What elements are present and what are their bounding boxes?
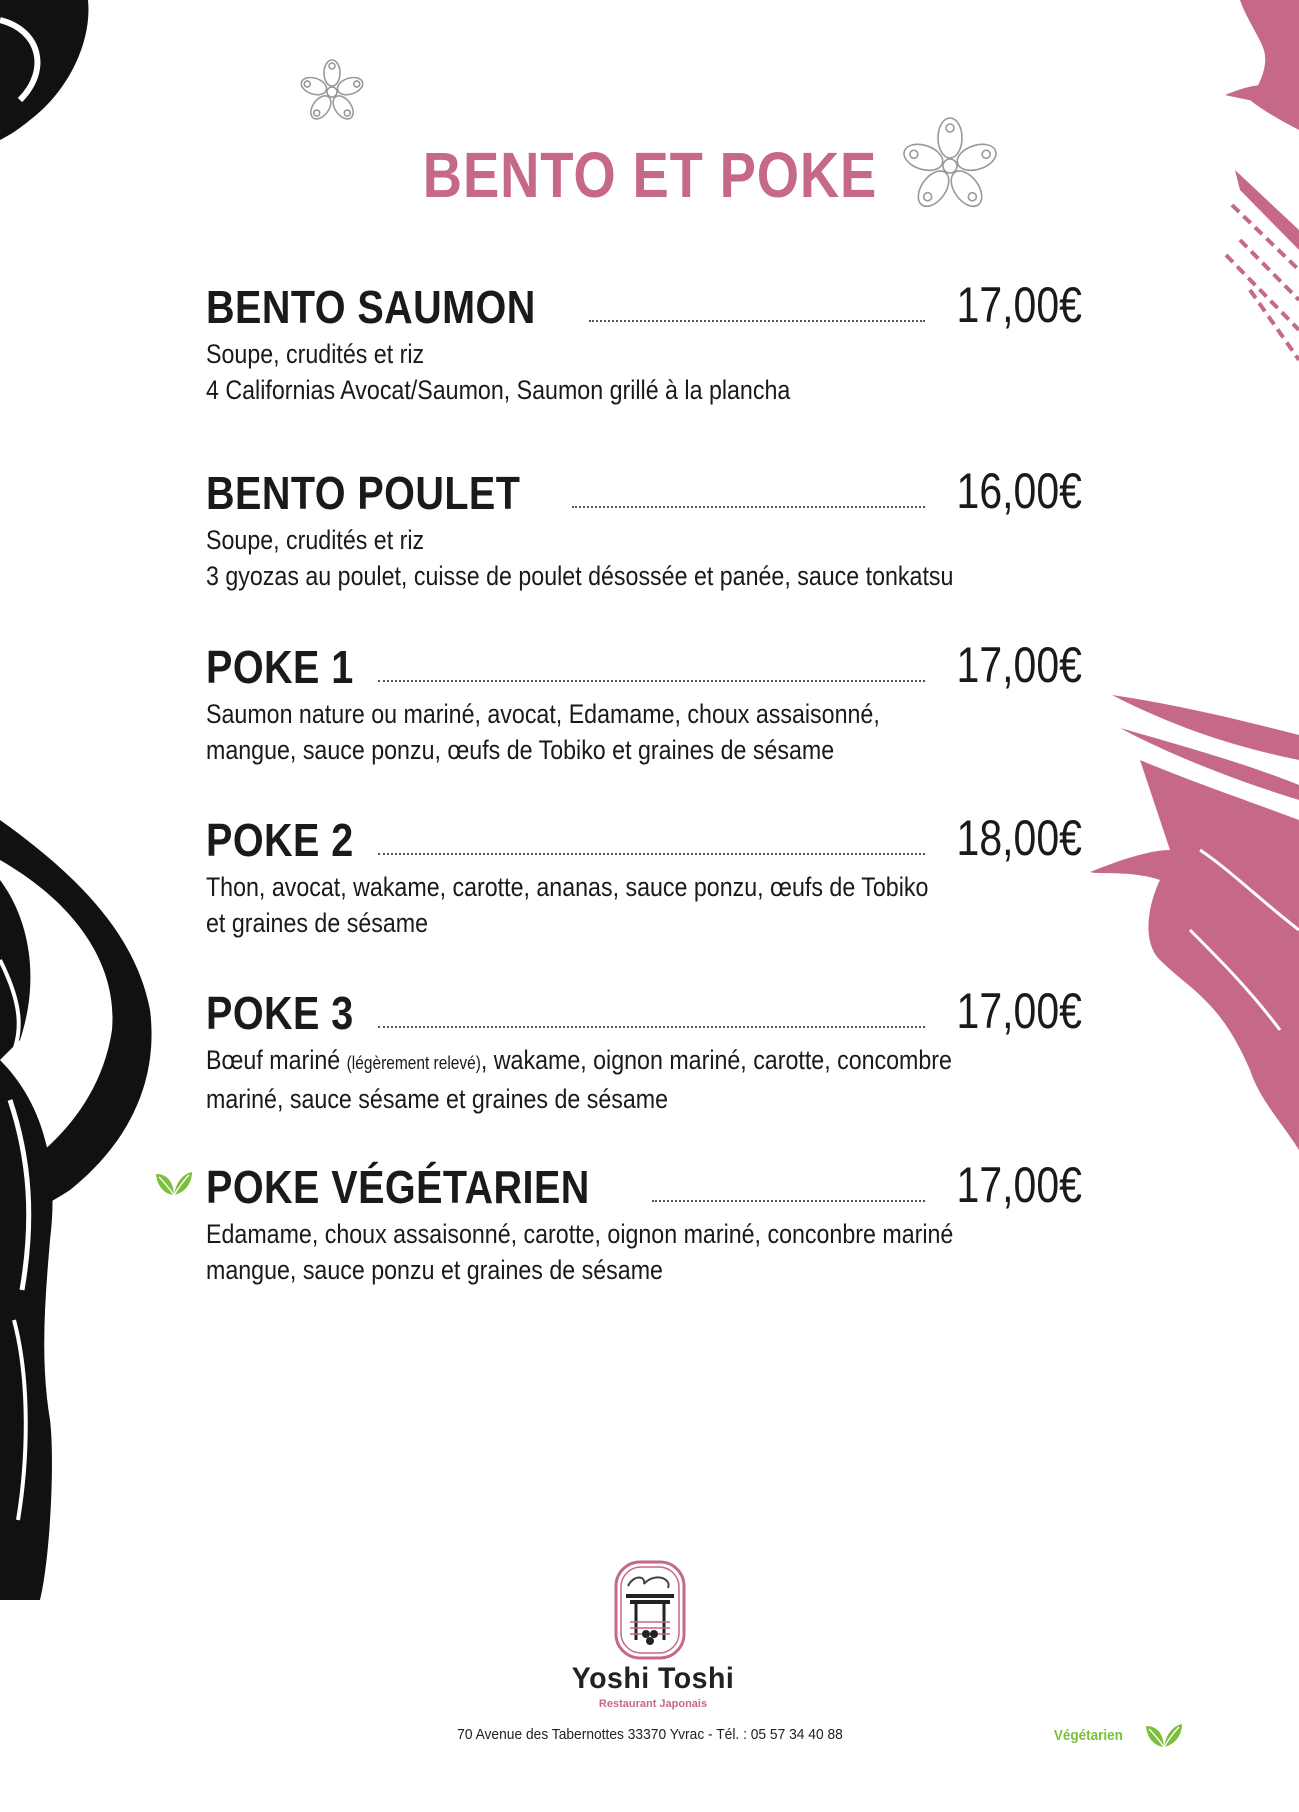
item-description [206,1042,959,1117]
item-description [206,522,959,594]
flower-icon [896,112,1004,220]
menu-item [206,628,1082,768]
brand-name: Yoshi Toshi [571,1662,735,1695]
menu-item [206,974,1082,1117]
dot-leader [378,1025,925,1028]
restaurant-address: 70 Avenue des Tabernottes 33370 Yvrac - Tél. : 05 57 34 40 88 [457,1726,843,1743]
item-name: POKE 3 [206,987,354,1039]
dot-leader [378,679,925,682]
menu-item [206,268,1082,408]
menu-item [206,1148,1082,1288]
desc-line: Soupe, crudités et riz [206,339,425,369]
dot-leader [589,319,925,322]
item-name: BENTO SAUMON [206,281,536,333]
item-description [206,1216,959,1288]
dot-leader [572,505,926,508]
item-price: 17,00€ [956,1157,1082,1213]
item-price: 17,00€ [956,637,1082,693]
desc-line: Edamame, choux assaisonné, carotte, oignon mariné, conconbre mariné [206,1219,954,1249]
desc-line [206,1042,959,1081]
leaf-icon [1143,1720,1185,1750]
item-price: 18,00€ [956,810,1082,866]
brand-subtitle: Restaurant Japonais [598,1698,708,1710]
desc-text: Bœuf mariné [206,1045,347,1075]
desc-line: 4 Californias Avocat/Saumon, Saumon grillé à la plancha [206,375,791,405]
item-name: POKE VÉGÉTARIEN [206,1161,590,1213]
flower-icon [296,56,368,128]
page-title: BENTO ET POKE [422,139,878,211]
leaf-icon [154,1168,194,1198]
item-name: POKE 1 [206,641,354,693]
dot-leader [652,1199,925,1202]
desc-line: 3 gyozas au poulet, cuisse de poulet désossée et panée, sauce tonkatsu [206,561,954,591]
dot-leader [378,852,925,855]
item-price: 16,00€ [956,463,1082,519]
menu-item [206,454,1082,594]
menu-item [206,801,1082,941]
desc-line: et graines de sésame [206,908,429,938]
item-price: 17,00€ [956,983,1082,1039]
item-name: BENTO POULET [206,467,521,519]
desc-line: Saumon nature ou mariné, avocat, Edamame, choux assaisonné, [206,699,880,729]
desc-line: mangue, sauce ponzu, œufs de Tobiko et graines de sésame [206,735,835,765]
desc-text: , wakame, oignon mariné, carotte, concombre [480,1045,952,1075]
desc-line: Soupe, crudités et riz [206,525,425,555]
item-description [206,696,959,768]
vegetarian-legend [1050,1720,1185,1750]
torii-logo [614,1560,686,1660]
item-description [206,336,959,408]
item-price: 17,00€ [956,277,1082,333]
desc-note: (légèrement relevé) [346,1053,481,1073]
desc-line: Thon, avocat, wakame, carotte, ananas, sauce ponzu, œufs de Tobiko [206,872,929,902]
desc-line: mangue, sauce ponzu et graines de sésame [206,1255,663,1285]
item-name: POKE 2 [206,814,354,866]
legend-label: Végétarien [1053,1726,1123,1744]
item-description [206,869,959,941]
desc-line: mariné, sauce sésame et graines de sésame [206,1084,669,1114]
